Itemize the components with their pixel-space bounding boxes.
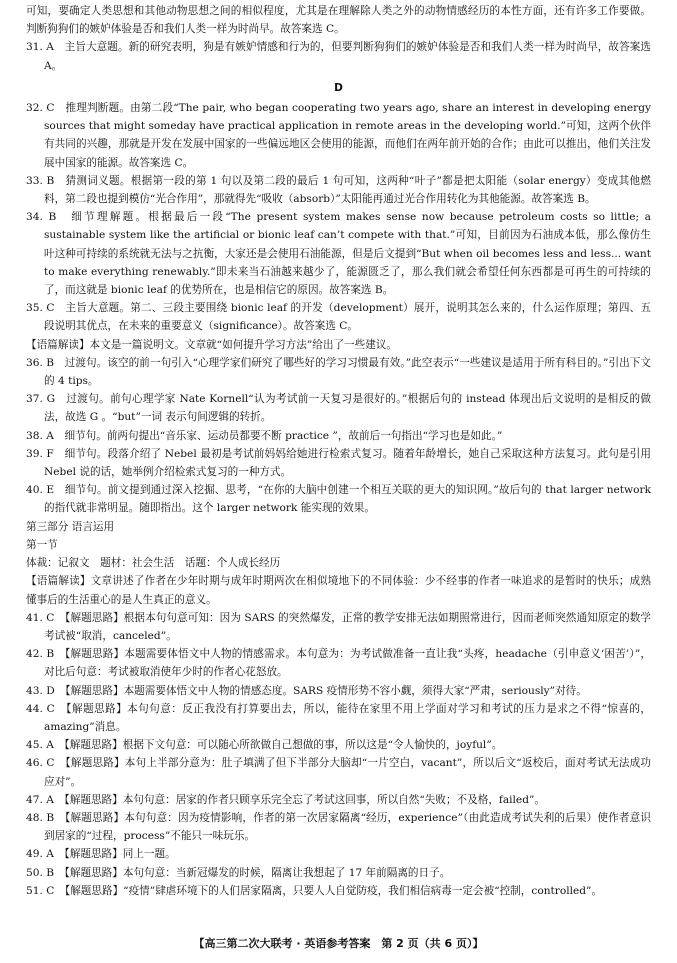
answer-item-40: 40. E 细节句。前文提到通过深入挖掘、思考，“在你的大脑中创建一个相互关联的更大的知识网。”故后句的 that larger network 的指代就非常明显。随即指出。这个 larger network 能实现的效果。 [26, 484, 651, 515]
answer-item-31: 31. A 主旨大意题。新的研究表明，狗是有嫉妒情感和行为的，但要判断狗狗们的嫉妒体验是否和我们人类一样为时尚早，故答案选 A。 [26, 41, 651, 72]
answer-item-42: 42. B 【解题思路】本题需要体悟文中人物的情感需求。本句意为：为考试做准备一直让我“头疼，headache（引申意义‘困苦’）”，对比后句意：考试被取消使年少时的作者心花怒放。 [26, 648, 651, 679]
answer-item-50: 50. B 【解题思路】本句句意：当新冠爆发的时候，隔离让我想起了 17 年前隔离的日子。 [26, 866, 451, 879]
passage-summary: 【语篇解读】本文是一篇说明文。文章就“如何提升学习方法”给出了一些建议。 [26, 338, 398, 351]
part-heading: 第三部分 语言运用 [26, 520, 115, 533]
answer-item-35: 35. C 主旨大意题。第二、三段主要围绕 bionic leaf 的开发（development）展开，说明其怎么来的，什么运作原理；第四、五段说明其优点，在未来的重要意义（significance）。故答案选 C。 [26, 302, 651, 333]
answer-item-33: 33. B 猜测词义题。根据第一段的第 1 句以及第二段的最后 1 句可知，这两种“叶子”都是把太阳能（solar energy）变成其他燃料，第二段也提到模仿“光合作用”，那就得先“吸收（absorb）”太阳能再通过光合作用转化为其他能源。故答案选 B。 [26, 174, 651, 206]
page-footer: 【高三第二次大联考 · 英语参考答案 第 2 页（共 6 页）】 [193, 936, 484, 950]
answer-item-37: 37. G 过渡句。前句心理学家 Nate Kornell“认为考试前一天复习是很好的。”根据后句的 instead 体现出后文说明的是相反的做法，故选 G 。“but”一词 表示句间逻辑的转折。 [26, 393, 651, 424]
answer-item-47: 47. A 【解题思路】本句句意：居家的作者只顾享乐完全忘了考试这回事，所以自然“失败；不及格，failed”。 [26, 793, 545, 806]
answer-item-51: 51. C 【解题思路】“疫情”肆虐环境下的人们居家隔离，只要人人自觉防疫，我们相信病毒一定会被“控制，controlled”。 [26, 884, 603, 897]
text-line: 可知，要确定人类思想和其他动物思想之间的相似程度，尤其是在理解除人类之外的动物情感经历的本性方面，还有许多工作要做。判断狗狗们的嫉妒体验是否和我们人类一样为时尚早。故答案选 C。 [26, 5, 651, 36]
answer-item-32: 32. C 推理判断题。由第二段“The pair, who began cooperating two years ago, share an interest in developing energy sources that might someday have practical application in remote areas in the developing world.”可知，这两个伙伴有共同的兴趣，那就是开发在发展中国家的一些偏远地区会使用的能源，而他们在两年前开始的合作；由此可以推出，他们关注发展中国家的能源。故答案选 C。 [26, 102, 651, 169]
answer-item-44: 44. C 【解题思路】本句句意：反正我没有打算要出去，所以，能待在家里不用上学面对学习和考试的压力是求之不得“惊喜的，amazing”消息。 [26, 702, 651, 733]
answer-item-38: 38. A 细节句。前两句提出“音乐家、运动员都要不断 practice ”，故前后一句指出“学习也是如此。” [26, 429, 503, 442]
answer-item-39: 39. F 细节句。段落介绍了 Nebel 最初是考试前妈妈给她进行检索式复习。随着年龄增长，她自己采取这种方法复习。此句是引用 Nebel 说的话，她举例介绍检索式复习的一种方式。 [26, 447, 651, 479]
answer-item-34: 34. B 细节理解题。根据最后一段“The present system makes sense now because petroleum costs so little; a sustainable system like the artificial or bionic leaf can’t compete with that.”可知，目前因为石油成本低，那么像仿生叶这种可持续的系统就无法与之抗衡，大家还是会使用石油能源，但是后文提到“But when oil becomes less and less... want to make everything renewably.”即未来当石油越来越少了，能源匮乏了，那么我们就会希望任何东西都是可再生的可持续的了，而这就是 bionic leaf 的优势所在，也是相信它的原因。故答案选 B。 [26, 211, 651, 297]
passage-summary: 【语篇解读】文章讲述了作者在少年时期与成年时期两次在相似境地下的不同体验：少不经事的作者一味追求的是暂时的快乐；成熟懂事后的生活重心的是人生真正的意义。 [26, 575, 651, 606]
answer-item-41: 41. C 【解题思路】根据本句句意可知：因为 SARS 的突然爆发，正常的教学安排无法如期照常进行，因而老师突然通知原定的数学考试被“取消，canceled”。 [26, 611, 651, 642]
section-heading-d: D [334, 81, 343, 94]
section-heading: 第一节 [26, 538, 58, 551]
answer-item-49: 49. A 【解题思路】同上一题。 [26, 848, 176, 861]
answer-item-45: 45. A 【解题思路】根据下文句意：可以随心所欲做自己想做的事，所以这是“令人愉快的，joyful”。 [26, 739, 503, 752]
answer-item-43: 43. D 【解题思路】本题需要体悟文中人物的情感态度。SARS 疫情形势不容小觑，须得大家“严肃，seriously”对待。 [26, 684, 587, 697]
answer-item-48: 48. B 【解题思路】本句句意：因为疫情影响，作者的第一次居家隔离“经历，experience”（由此造成考试失利的后果）使作者意识到居家的“过程，process”不能只一味玩乐。 [26, 811, 651, 843]
answer-item-46: 46. C 【解题思路】本句上半部分意为：肚子填满了但下半部分大脑却“一片空白，vacant”，所以后文“返校后，面对考试无法成功应对”。 [26, 757, 651, 788]
genre-line: 体裁：记叙文 题材：社会生活 话题：个人成长经历 [26, 557, 281, 570]
answer-item-36: 36. B 过渡句。该空的前一句引入“心理学家们研究了哪些好的学习习惯最有效。”此空表示“一些建议是适用于所有科目的。”引出下文的 4 tips。 [26, 356, 651, 388]
